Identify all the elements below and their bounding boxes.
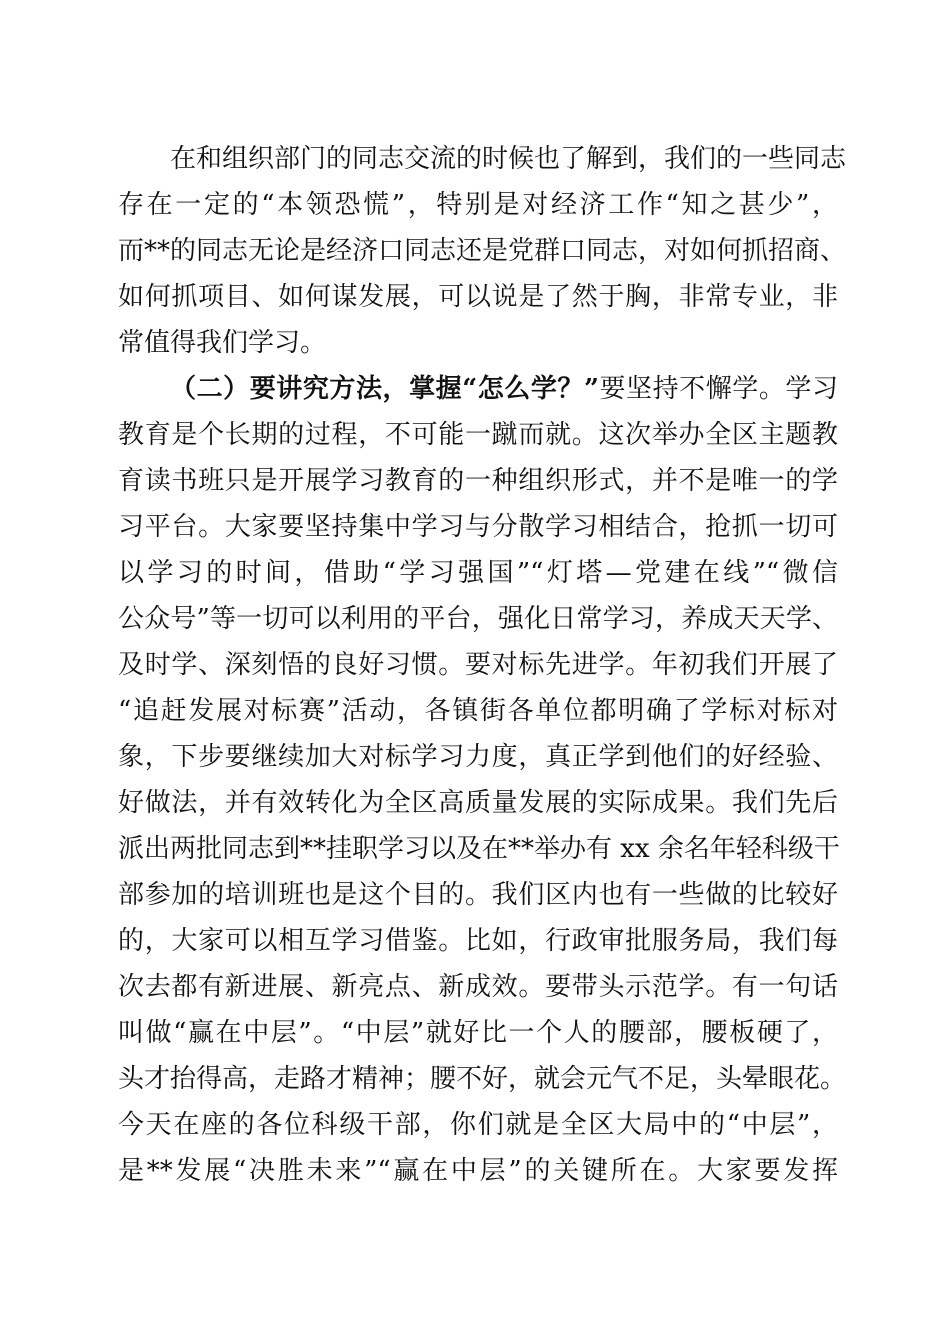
text-line: 部参加的培训班也是这个目的。我们区内也有一些做的比较好 [118, 880, 838, 910]
text-line: 次去都有新进展、新亮点、新成效。要带头示范学。有一句话 [118, 972, 838, 1002]
text-line: 派出两批同志到**挂职学习以及在**举办有 xx 余名年轻科级干 [118, 834, 840, 864]
text-line: 的，大家可以相互学习借鉴。比如，行政审批服务局，我们每 [118, 926, 838, 956]
text-line: 习平台。大家要坚持集中学习与分散学习相结合，抢抓一切可 [118, 512, 838, 542]
text-line: 象，下步要继续加大对标学习力度，真正学到他们的好经验、 [118, 742, 838, 772]
text-line: 公众号”等一切可以利用的平台，强化日常学习，养成天天学、 [118, 604, 838, 634]
text-line: 是**发展“决胜未来”“赢在中层”的关键所在。大家要发挥 [118, 1156, 838, 1186]
text-line: 教育是个长期的过程，不可能一蹴而就。这次举办全区主题教 [118, 420, 838, 450]
text-line: 头才抬得高，走路才精神；腰不好，就会元气不足，头晕眼花。 [118, 1064, 847, 1094]
text-line: 好做法，并有效转化为全区高质量发展的实际成果。我们先后 [118, 788, 838, 818]
section-heading: （二）要讲究方法，掌握“怎么学？” [170, 374, 599, 404]
text-line: 叫做“赢在中层”。“中层”就好比一个人的腰部，腰板硬了， [118, 1018, 838, 1048]
text-line: 如何抓项目、如何谋发展，可以说是了然于胸，非常专业，非 [118, 282, 838, 312]
text-line: 及时学、深刻悟的良好习惯。要对标先进学。年初我们开展了 [118, 650, 838, 680]
text-line: 以学习的时间，借助“学习强国”“灯塔—党建在线”“微信 [118, 558, 838, 588]
text-line: 今天在座的各位科级干部，你们就是全区大局中的“中层”， [118, 1110, 838, 1140]
section-heading-line [170, 366, 838, 412]
text-line: 在和组织部门的同志交流的时候也了解到，我们的一些同志 [170, 144, 847, 174]
text-line: 而**的同志无论是经济口同志还是党群口同志，对如何抓招商、 [118, 236, 847, 266]
text-line: 常值得我们学习。 [118, 328, 327, 358]
text-line: “追赶发展对标赛”活动，各镇街各单位都明确了学标对标对 [118, 696, 838, 726]
text-line: 育读书班只是开展学习教育的一种组织形式，并不是唯一的学 [118, 466, 838, 496]
text-line: 存在一定的“本领恐慌”，特别是对经济工作“知之甚少”， [118, 190, 838, 220]
text-line: 要坚持不懈学。学习 [598, 374, 838, 404]
